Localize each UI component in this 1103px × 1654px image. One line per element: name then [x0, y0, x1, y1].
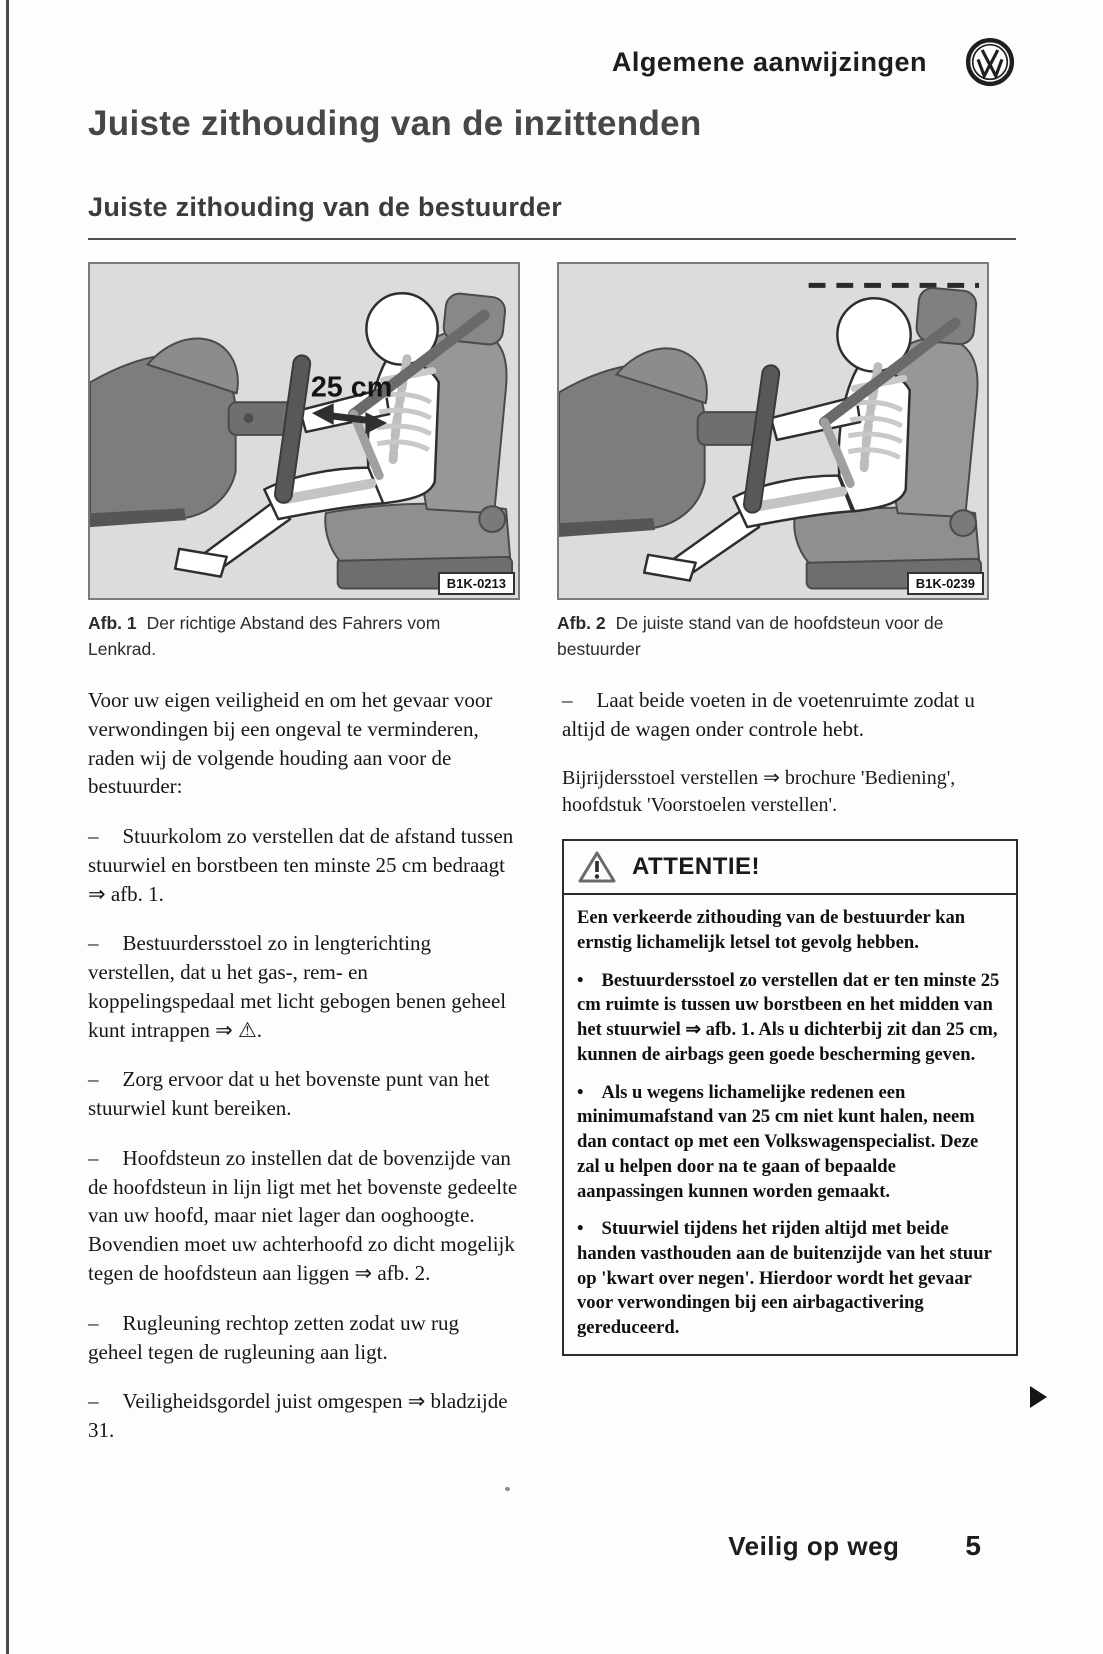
warning-triangle-icon [577, 850, 617, 884]
bullet-marker: • [577, 1081, 584, 1103]
body-columns [88, 686, 1018, 1466]
list-item [88, 1144, 518, 1288]
figure-2-caption-text: De juiste stand van de hoofdsteun voor de bestuurder [557, 613, 944, 660]
list-item [88, 1309, 518, 1367]
page-header [88, 36, 1015, 88]
attention-box [562, 839, 1018, 1356]
figure-1 [88, 262, 518, 663]
figure-2-code: B1K-0239 [907, 572, 984, 595]
driver-distance-illustration [90, 264, 514, 594]
figure-2 [557, 262, 987, 663]
dash-marker: – [88, 1310, 99, 1335]
list-item [88, 822, 518, 908]
page-footer [88, 1530, 981, 1562]
list-item-text: Stuurkolom zo verstellen dat de afstand tussen stuurwiel en borstbeen ten minste 25 cm bedraagt ⇒ afb. 1. [88, 824, 514, 906]
dash-marker: – [88, 1145, 99, 1170]
figure-1-caption [88, 610, 508, 663]
list-item [562, 686, 1018, 744]
list-item-text: Rugleuning rechtop zetten zodat uw rug geheel tegen de rugleuning aan ligt. [88, 1310, 459, 1364]
dash-marker: – [88, 1067, 99, 1092]
warning-bullet-text: Stuurwiel tijdens het rijden altijd met beide handen vasthouden aan de buitenzijde van het stuur op 'kwart over negen'. Hierdoor wordt het gevaar voor verwondingen bij een airbagactivering gereduceerd. [577, 1218, 992, 1339]
warning-bullet [577, 1217, 1004, 1341]
intro-paragraph: Voor uw eigen veiligheid en om het gevaar voor verwondingen bij een ongeval te verminderen, raden wij de volgende houding aan voor de bestuurder: [88, 688, 493, 799]
figure-1-image [88, 262, 520, 600]
list-item-text: Veiligheidsgordel juist omgespen ⇒ bladzijde 31. [88, 1389, 508, 1443]
dash-marker: – [88, 1389, 99, 1414]
continuation-arrow-icon [1030, 1386, 1047, 1408]
list-item [88, 1065, 518, 1123]
warning-bullet [577, 969, 1004, 1068]
figure-2-label: Afb. 2 [557, 613, 606, 633]
attention-header [564, 841, 1016, 895]
scan-dot-artifact [505, 1487, 510, 1491]
left-column [88, 686, 518, 1466]
attention-body [564, 895, 1016, 1354]
page-number: 5 [965, 1530, 981, 1561]
right-column [562, 686, 1018, 1466]
list-item [88, 1387, 518, 1445]
chapter-title: Algemene aanwijzingen [611, 46, 927, 77]
list-item-text: Hoofdsteun zo instellen dat de bovenzijde van de hoofdsteun in lijn ligt met het bovenste gedeelte van uw hoofd, maar niet lager dan ooghoogte. Bovendien moet uw achterhoofd zo dicht mogelijk tegen de hoofdsteun aan liggen ⇒ afb. 2. [88, 1145, 518, 1286]
footer-section-label: Veilig op weg [728, 1531, 900, 1561]
page-title: Juiste zithouding van de inzittenden [88, 104, 702, 143]
bullet-marker: • [577, 1218, 584, 1240]
dash-marker: – [562, 688, 573, 712]
distance-annotation: 25 cm [310, 371, 393, 404]
scan-edge-artifact [6, 0, 9, 1654]
figure-1-label: Afb. 1 [88, 613, 137, 633]
figure-1-caption-text: Der richtige Abstand des Fahrers vom Lenkrad. [88, 613, 441, 660]
section-title: Juiste zithouding van de bestuurder [88, 192, 563, 222]
list-item-text: Zorg ervoor dat u het bovenste punt van het stuurwiel kunt bereiken. [88, 1067, 490, 1121]
figure-2-caption [557, 610, 977, 663]
list-item-text: Bestuurdersstoel zo in lengterichting verstellen, dat u het gas-, rem- en koppelingspedaal met licht gebogen benen geheel kunt intrappen ⇒ ⚠. [88, 931, 507, 1042]
figure-1-code: B1K-0213 [438, 572, 515, 595]
bullet-marker: • [577, 969, 584, 991]
dash-marker: – [88, 931, 99, 956]
list-item [88, 929, 518, 1044]
section-title-rule [88, 192, 1016, 240]
attention-title: ATTENTIE! [632, 853, 761, 881]
dash-marker: – [88, 824, 99, 849]
cross-reference-note: Bijrijdersstoel verstellen ⇒ brochure 'Bediening', hoofdstuk 'Voorstoelen verstellen'. [562, 766, 956, 816]
warning-intro: Een verkeerde zithouding van de bestuurder kan ernstig lichamelijk letsel tot gevolg hebben. [577, 907, 966, 954]
warning-bullet-text: Bestuurdersstoel zo verstellen dat er ten minste 25 cm ruimte is tussen uw borstbeen en het midden van het stuurwiel ⇒ afb. 1. Als u dichterbij zit dan 25 cm, kunnen de airbags geen goede bescherming geven. [577, 969, 1000, 1065]
vw-logo-icon [965, 37, 1015, 87]
headrest-position-illustration [559, 264, 983, 594]
figure-2-image [557, 262, 989, 600]
warning-bullet [577, 1081, 1004, 1205]
warning-bullet-text: Als u wegens lichamelijke redenen een minimumafstand van 25 cm niet kunt halen, neem dan contact op met een Volkswagenspecialist. Deze zal u helpen door na te gaan of bepaalde aanpassingen kunnen worden gemaakt. [577, 1081, 979, 1202]
figure-row [88, 262, 1018, 663]
list-item-text: Laat beide voeten in de voetenruimte zodat u altijd de wagen onder controle hebt. [562, 688, 975, 741]
